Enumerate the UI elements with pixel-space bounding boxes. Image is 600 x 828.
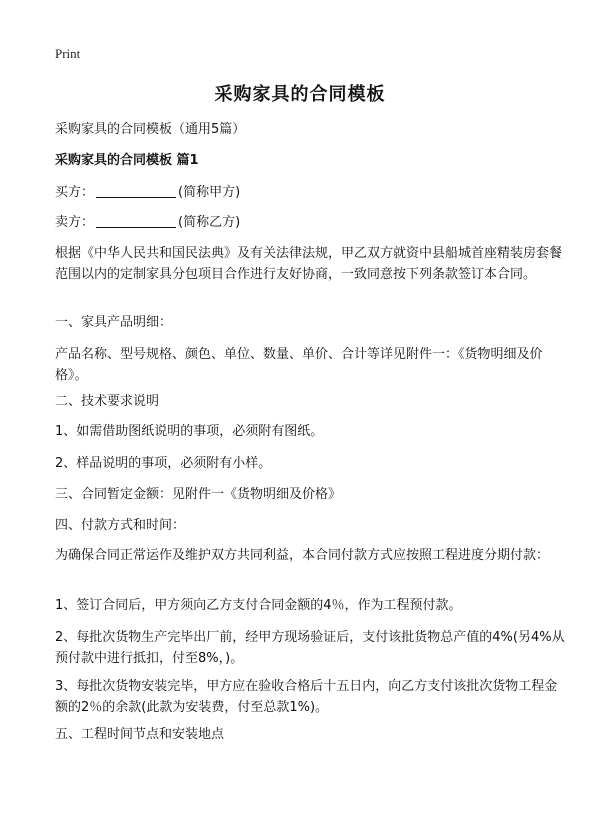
section-2-item-1: 1、如需借助图纸说明的事项，必须附有图纸。 (55, 424, 324, 439)
print-link[interactable]: Print (55, 46, 81, 61)
seller-suffix: (简称乙方) (178, 215, 241, 230)
intro-paragraph: 根据《中华人民共和国民法典》及有关法律法规，甲乙双方就资中县船城首座精装房套餐范围以内的定制家具分包项目合作进行友好协商，一致同意按下列条款签订本合同。 (55, 246, 563, 282)
section-2-title: 二、技术要求说明 (55, 394, 160, 409)
section-4-item-3: 3、每批次货物安装完毕，甲方应在验收合格后十五日内，向乙方支付该批次货物工程金额的2％的余款(此款为安装费，付至总款1%)。 (55, 679, 558, 715)
section-1-title: 一、家具产品明细： (55, 315, 173, 330)
buyer-label: 买方： (55, 185, 95, 200)
buyer-suffix: (简称甲方) (178, 185, 241, 200)
section-4-item-1: 1、签订合同后，甲方须向乙方支付合同金额的4％，作为工程预付款。 (55, 598, 462, 613)
seller-blank-field (96, 213, 176, 228)
section-4-title: 四、付款方式和时间： (55, 518, 186, 533)
section-3-title: 三、合同暂定金额：见附件一《货物明细及价格》 (55, 487, 342, 502)
buyer-blank-field (96, 183, 176, 198)
page-title: 采购家具的合同模板 (214, 84, 386, 105)
section-2-item-2: 2、样品说明的事项，必须附有小样。 (55, 456, 272, 471)
buyer-line (55, 183, 555, 203)
section-5-title: 五、工程时间节点和安装地点 (55, 727, 225, 742)
section-1-body: 产品名称、型号规格、颜色、单位、数量、单价、合计等详见附件一：《货物明细及价格》。 (55, 347, 543, 383)
seller-label: 卖方： (55, 215, 95, 230)
section-4-intro: 为确保合同正常运作及维护双方共同利益，本合同付款方式应按照工程进度分期付款： (55, 548, 550, 563)
seller-line (55, 213, 555, 233)
section-4-item-2: 2、每批次货物生产完毕出厂前，经甲方现场验证后，支付该批货物总产值的4%(另4%从预付款中进行抵扣，付至8%，)。 (55, 630, 565, 666)
section-heading: 采购家具的合同模板 篇1 (55, 153, 199, 168)
document-subtitle: 采购家具的合同模板（通用5篇） (55, 122, 246, 137)
